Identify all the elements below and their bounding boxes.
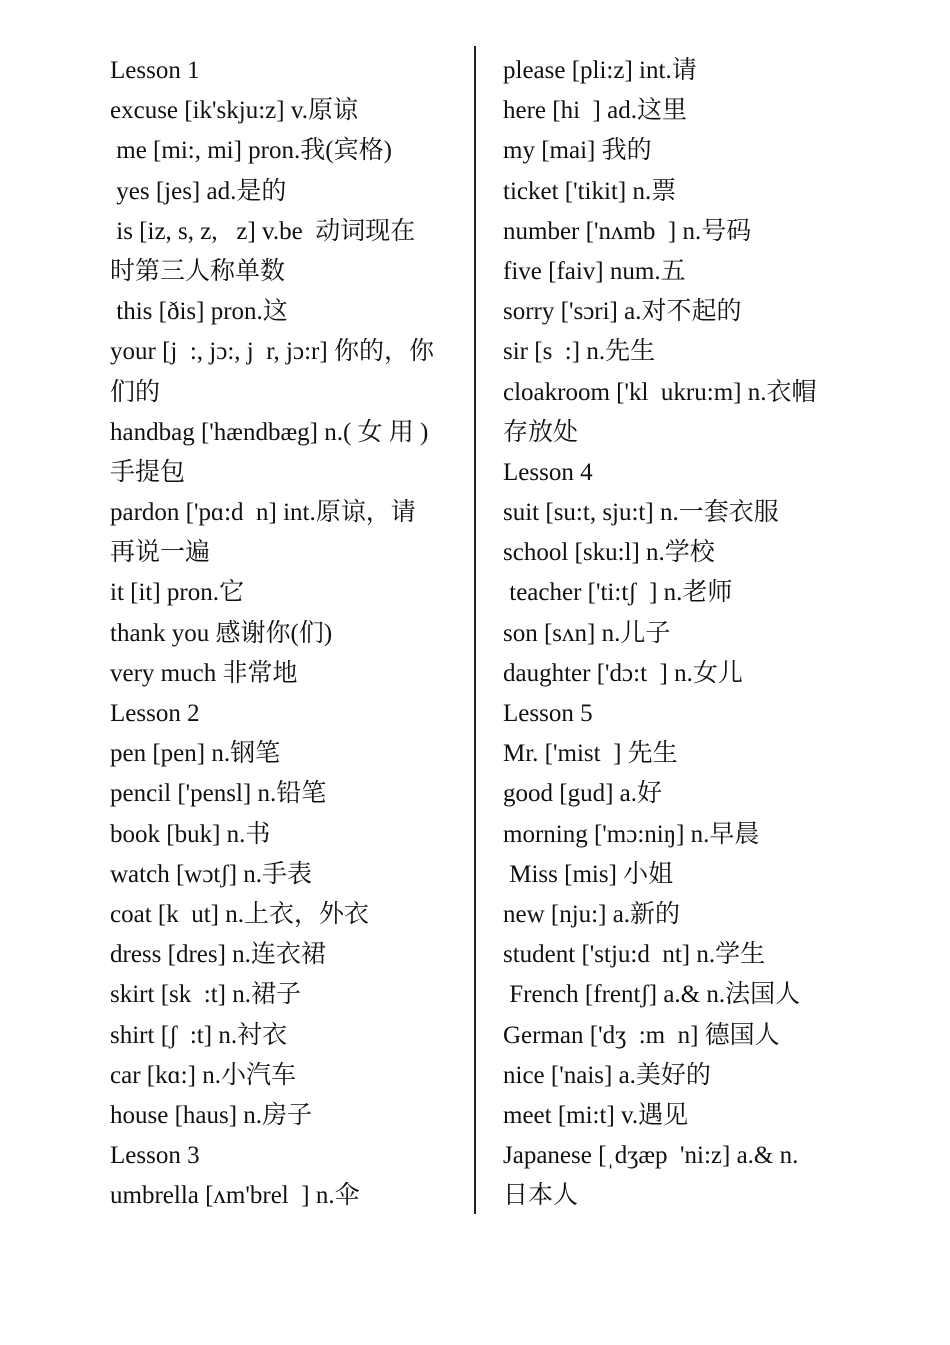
right-column (503, 51, 848, 1216)
vocab-line: French [frentʃ] a.& n.法国人 (503, 981, 801, 1009)
vocab-line: here [hi ] ad.这里 (503, 97, 687, 125)
vocab-line: thank you 感谢你(们) (110, 619, 333, 647)
column-divider (474, 46, 476, 1214)
vocab-line: student ['stju:d nt] n.学生 (503, 941, 766, 969)
vocab-line: meet [mi:t] v.遇见 (503, 1101, 689, 1129)
vocab-line: 时第三人称单数 (110, 257, 286, 285)
vocab-line: ticket ['tikit] n.票 (503, 177, 677, 205)
vocab-line: handbag ['hændbæg] n.( 女 用 ) (110, 418, 429, 446)
vocab-line: number ['nʌmb ] n.号码 (503, 217, 752, 245)
vocab-line: your [j :, jɔ:, j r, jɔ:r] 你的，你 (110, 338, 434, 366)
vocab-line: suit [su:t, sju:t] n.一套衣服 (503, 499, 779, 527)
vocab-line: coat [k ut] n.上衣，外衣 (110, 900, 369, 928)
vocab-line: pen [pen] n.钢笔 (110, 740, 281, 768)
vocab-line: 手提包 (110, 458, 186, 486)
vocab-line: excuse [ik'skju:z] v.原谅 (110, 97, 358, 125)
vocab-line: this [ðis] pron.这 (110, 298, 288, 326)
vocab-line: five [faiv] num.五 (503, 257, 686, 285)
vocab-line: 们的 (110, 378, 161, 406)
vocab-line: sir [s :] n.先生 (503, 338, 656, 366)
vocab-line: pardon ['pɑ:d n] int.原谅，请 (110, 499, 416, 527)
vocab-line: yes [jes] ad.是的 (110, 177, 287, 205)
vocab-line: Miss [mis] 小姐 (503, 860, 674, 888)
lesson-heading: Lesson 4 (503, 458, 593, 486)
vocab-line: pencil ['pensl] n.铅笔 (110, 780, 327, 808)
vocab-line: new [nju:] a.新的 (503, 900, 681, 928)
vocab-line: Japanese [ˌdʒæp 'ni:z] a.& n. (503, 1142, 799, 1170)
vocab-line: it [it] pron.它 (110, 579, 245, 607)
vocab-line: umbrella [ʌm'brel ] n.伞 (110, 1182, 360, 1210)
lesson-heading: Lesson 2 (110, 700, 200, 727)
vocab-line: daughter ['dɔ:t ] n.女儿 (503, 659, 743, 687)
vocab-line: car [kɑ:] n.小汽车 (110, 1061, 296, 1089)
vocab-line: teacher ['ti:tʃ ] n.老师 (503, 579, 733, 607)
vocab-line: German ['dʒ :m n] 德国人 (503, 1021, 780, 1049)
vocab-line: watch [wɔtʃ] n.手表 (110, 860, 313, 888)
vocab-line: 日本人 (503, 1182, 579, 1210)
vocab-line: me [mi:, mi] pron.我(宾格) (110, 137, 392, 165)
vocab-line: book [buk] n.书 (110, 820, 271, 848)
vocab-line: morning ['mɔ:niŋ] n.早晨 (503, 820, 760, 848)
vocab-line: shirt [ʃ :t] n.衬衣 (110, 1021, 288, 1049)
vocab-line: school [sku:l] n.学校 (503, 539, 715, 567)
vocab-line: please [pli:z] int.请 (503, 57, 697, 84)
vocab-line: very much 非常地 (110, 659, 298, 687)
vocab-line: 存放处 (503, 418, 579, 446)
vocab-line: sorry ['sɔri] a.对不起的 (503, 298, 742, 326)
vocab-line: 再说一遍 (110, 539, 211, 567)
vocab-line: skirt [sk :t] n.裙子 (110, 981, 301, 1009)
vocab-line: cloakroom ['kl ukru:m] n.衣帽 (503, 378, 817, 406)
vocab-line: my [mai] 我的 (503, 137, 652, 165)
vocab-line: nice ['nais] a.美好的 (503, 1061, 711, 1089)
vocab-line: house [haus] n.房子 (110, 1101, 313, 1129)
vocab-line: is [iz, s, z, z] v.be 动词现在 (110, 217, 416, 245)
lesson-heading: Lesson 5 (503, 700, 593, 727)
lesson-heading: Lesson 3 (110, 1142, 200, 1170)
vocab-line: good [gud] a.好 (503, 780, 662, 808)
lesson-heading: Lesson 1 (110, 57, 200, 84)
vocab-line: dress [dres] n.连衣裙 (110, 941, 326, 969)
vocab-line: son [sʌn] n.儿子 (503, 619, 671, 647)
vocab-line: Mr. ['mist ] 先生 (503, 740, 678, 768)
left-column (110, 51, 455, 1216)
